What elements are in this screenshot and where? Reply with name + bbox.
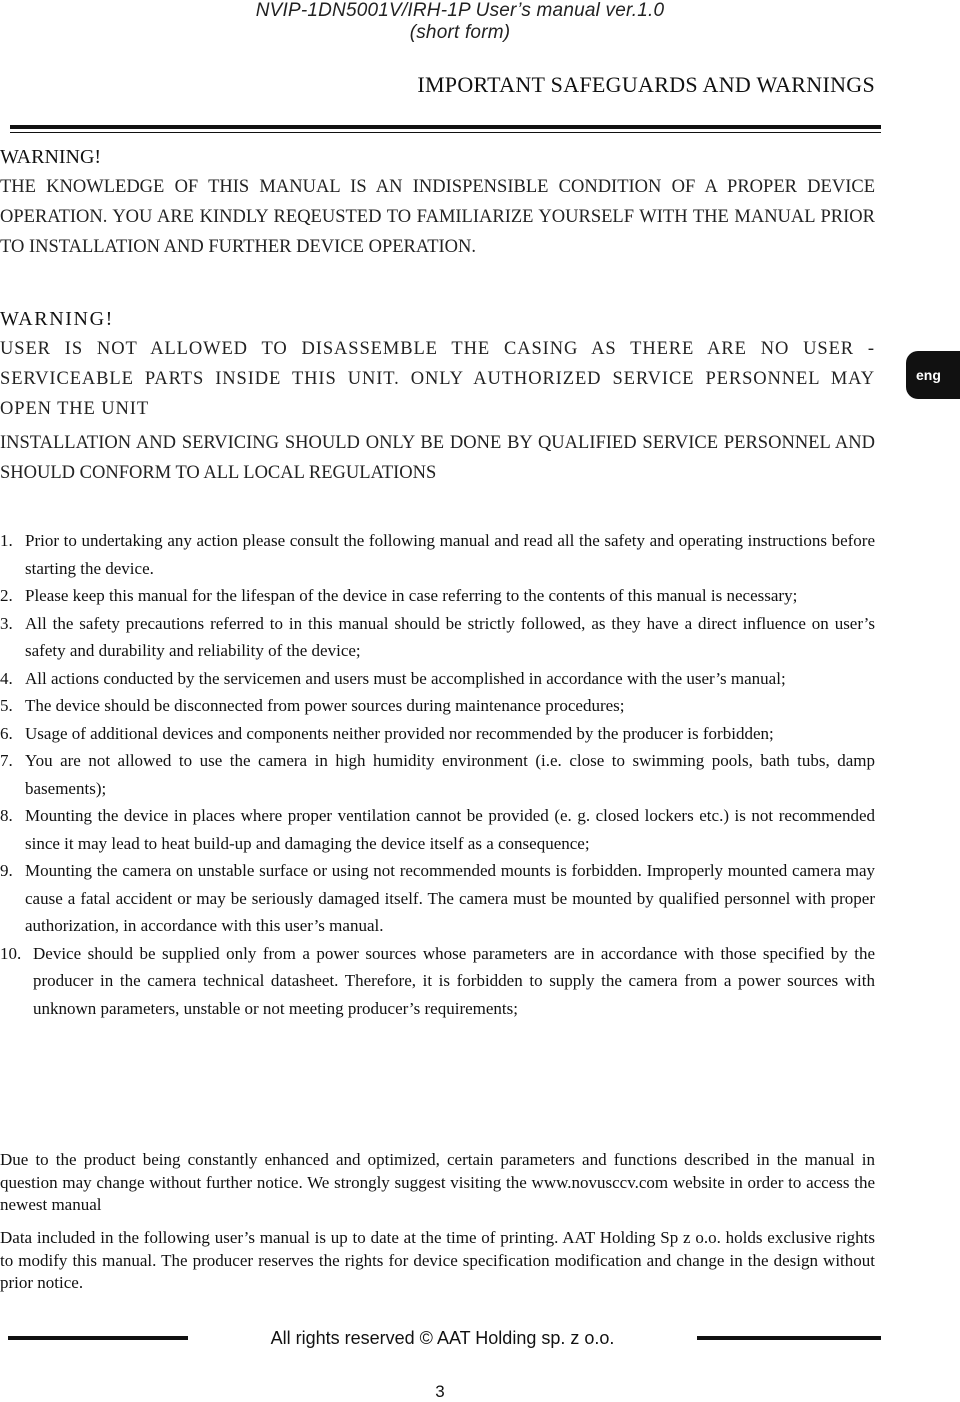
warning-title: WARNING! bbox=[0, 146, 102, 168]
list-item-text: Usage of additional devices and components neither provided nor recommended by the producer is forbidden; bbox=[25, 723, 774, 743]
list-item-number: 4. bbox=[0, 668, 13, 688]
list-item-number: 9. bbox=[0, 861, 13, 880]
safety-instructions-list bbox=[0, 527, 875, 1022]
footer-rule-right bbox=[697, 1336, 881, 1340]
list-item-number: 3. bbox=[0, 613, 13, 633]
list-item-number: 7. bbox=[0, 751, 13, 770]
list-item-text: You are not allowed to use the camera in high humidity environment (i.e. close to swimming pools, bath tubs, damp basements); bbox=[25, 751, 875, 798]
list-item bbox=[0, 857, 875, 940]
document-header-title: NVIP-1DN5001V/IRH-1P User’s manual ver.1.0 bbox=[255, 0, 665, 21]
list-item bbox=[0, 940, 875, 1023]
list-item-number: 1. bbox=[0, 531, 13, 550]
list-item-number: 8. bbox=[0, 806, 13, 825]
list-item-number: 10. bbox=[0, 943, 22, 963]
list-item-text: Mounting the device in places where proper ventilation cannot be provided (e. g. closed lockers etc.) is not recommended since it may lead to heat build-up and damaging the device itself as a consequence; bbox=[25, 806, 875, 853]
list-item bbox=[0, 527, 875, 582]
header-rule-thick bbox=[10, 125, 881, 129]
list-item-text: The device should be disconnected from power sources during maintenance procedures; bbox=[25, 696, 625, 715]
list-item-text: All actions conducted by the servicemen and users must be accomplished in accordance with the user’s manual; bbox=[25, 668, 786, 688]
list-item bbox=[0, 665, 875, 693]
list-item bbox=[0, 610, 875, 665]
list-item-text: All the safety precautions referred to in this manual should be strictly followed, as they have a direct influence on user’s safety and durability and reliability of the device; bbox=[25, 613, 875, 660]
list-item-text: Device should be supplied only from a power sources whose parameters are in accordance with those specified by the producer in the camera technical datasheet. Therefore, it is forbidden to supply the camera from a power sources with unknown parameters, unstable or not meeting producer’s requirements; bbox=[33, 943, 875, 1018]
list-item-number: 6. bbox=[0, 723, 13, 743]
list-item-text: Mounting the camera on unstable surface or using not recommended mounts is forbidden. Improperly mounted camera may cause a fatal accident or may be seriously damaged itself. The camera must be mounted by qualified personnel with proper authorization, in accordance with this user’s manual. bbox=[25, 861, 875, 935]
warning-block-casing bbox=[0, 304, 875, 424]
language-tab[interactable]: eng bbox=[906, 351, 960, 399]
list-item bbox=[0, 720, 875, 748]
list-item-text: Please keep this manual for the lifespan of the device in case referring to the contents of this manual is necessary; bbox=[25, 586, 798, 605]
list-item bbox=[0, 802, 875, 857]
page-number: 3 bbox=[435, 1382, 445, 1401]
document-header-subtitle: (short form) bbox=[409, 22, 511, 43]
list-item bbox=[0, 692, 875, 720]
footer-rule-left bbox=[8, 1336, 188, 1340]
section-title: IMPORTANT SAFEGUARDS AND WARNINGS bbox=[417, 72, 875, 97]
rights-notice: Data included in the following user’s manual is up to date at the time of printing. AAT Holding Sp z o.o. holds exclusive rights to modify this manual. The producer reserves the rights for device specification modification and change in the design without prior notice. bbox=[0, 1228, 875, 1292]
product-update-notice: Due to the product being constantly enhanced and optimized, certain parameters and functions described in the manual in question may change without further notice. We strongly suggest visiting the www.novusccv.com website in order to access the newest manual bbox=[0, 1150, 875, 1214]
warning-block-manual bbox=[0, 142, 875, 262]
list-item-number: 2. bbox=[0, 586, 13, 605]
list-item bbox=[0, 582, 875, 610]
list-item-text: Prior to undertaking any action please consult the following manual and read all the safety and operating instructions before starting the device. bbox=[25, 531, 875, 578]
copyright-notice: All rights reserved © AAT Holding sp. z o.o. bbox=[270, 1328, 615, 1348]
warning-text: THE KNOWLEDGE OF THIS MANUAL IS AN INDISPENSIBLE CONDITION OF A PROPER DEVICE OPERATION. YOU ARE KINDLY REQEUSTED TO FAMILIARIZE YOURSELF WITH THE MANUAL PRIOR TO INSTALLATION AND FURTHER DEVICE OPERATION. bbox=[0, 177, 875, 257]
list-item-number: 5. bbox=[0, 696, 13, 715]
list-item bbox=[0, 747, 875, 802]
warning-text: USER IS NOT ALLOWED TO DISASSEMBLE THE CASING AS THERE ARE NO USER -SERVICEABLE PARTS INSIDE THIS UNIT. ONLY AUTHORIZED SERVICE PERSONNEL MAY OPEN THE UNIT bbox=[0, 339, 875, 419]
header-rule-thin bbox=[10, 132, 881, 133]
warning-title: WARNING! bbox=[0, 308, 114, 330]
installation-notice: INSTALLATION AND SERVICING SHOULD ONLY BE DONE BY QUALIFIED SERVICE PERSONNEL AND SHOULD CONFORM TO ALL LOCAL REGULATIONS bbox=[0, 433, 875, 483]
